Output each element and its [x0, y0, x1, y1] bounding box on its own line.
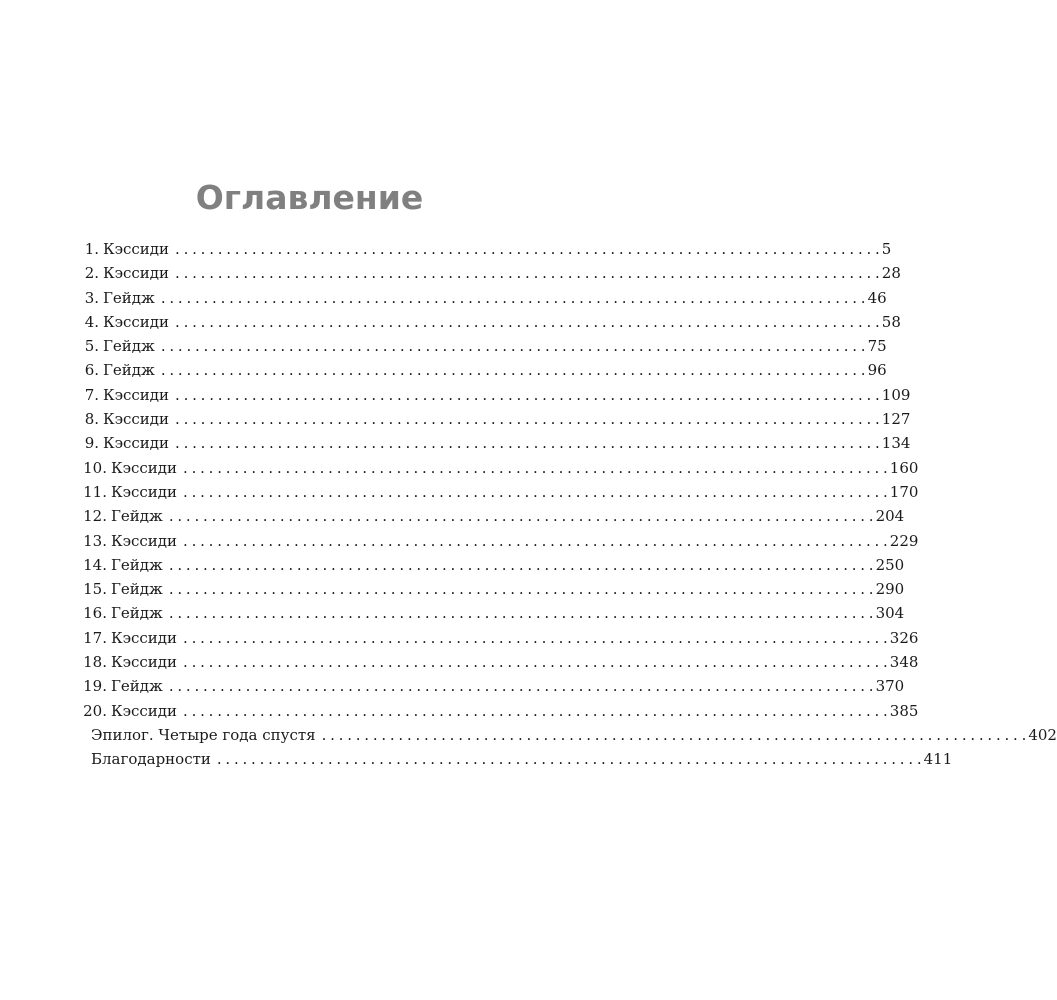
toc-entry-leader	[183, 653, 888, 671]
toc-entry-label: Кэссиди	[103, 312, 170, 331]
toc-entry-leader	[183, 532, 888, 550]
toc-entry	[83, 701, 919, 726]
toc-entry-number: 12.	[83, 507, 107, 526]
toc-entry-acknowledgements	[91, 750, 953, 774]
toc-entry-label: Кэссиди	[111, 531, 178, 550]
toc-entry-label: Благодарности	[91, 750, 211, 769]
toc-entry	[84, 312, 901, 337]
toc-entry-label: Эпилог. Четыре года спустя	[91, 725, 316, 744]
toc-title: Оглавление	[195, 178, 424, 217]
toc-entry	[84, 361, 887, 385]
toc-entry	[84, 264, 901, 288]
toc-entry-leader	[217, 750, 922, 768]
toc-entry	[83, 653, 919, 677]
toc-entry-leader	[169, 677, 874, 695]
toc-entry-page: 402	[1028, 725, 1057, 744]
toc-entry-label: Кэссиди	[111, 701, 178, 720]
toc-entry	[83, 507, 905, 531]
toc-entry-page: 370	[875, 677, 905, 696]
toc-list	[83, 240, 1057, 775]
toc-entry-page: 411	[923, 750, 953, 769]
toc-entry-leader	[183, 629, 888, 647]
toc-entry-page: 160	[889, 458, 919, 477]
toc-entry-page: 348	[889, 653, 919, 672]
toc-entry-number: 8.	[84, 410, 99, 429]
toc-entry-label: Гейдж	[111, 604, 163, 623]
toc-entry-page: 75	[867, 337, 887, 356]
toc-entry	[83, 677, 905, 701]
toc-entry-number: 3.	[84, 288, 99, 307]
toc-entry-page: 28	[881, 264, 901, 283]
toc-entry-number: 19.	[83, 677, 107, 696]
toc-entry-label: Гейдж	[103, 337, 155, 356]
toc-entry-leader	[169, 556, 874, 574]
toc-entry-number: 17.	[83, 628, 107, 647]
toc-entry-leader	[169, 604, 874, 622]
toc-entry-leader	[169, 580, 874, 598]
toc-entry-page: 385	[889, 701, 919, 720]
toc-entry-leader	[169, 507, 874, 525]
toc-entry	[84, 410, 911, 434]
toc-entry-page: 58	[881, 312, 901, 331]
toc-entry-leader	[161, 337, 866, 355]
toc-entry-page: 326	[889, 628, 919, 647]
toc-entry	[84, 288, 887, 313]
toc-entry	[83, 531, 919, 556]
toc-entry-page: 127	[881, 410, 911, 429]
toc-entry	[84, 240, 892, 264]
toc-entry-leader	[161, 289, 866, 307]
toc-entry-label: Кэссиди	[111, 482, 178, 501]
toc-entry-leader	[175, 434, 880, 452]
toc-entry	[84, 385, 911, 410]
toc-entry-number: 11.	[83, 482, 107, 501]
toc-entry-page: 5	[881, 240, 892, 258]
toc-entry-leader	[175, 410, 880, 428]
toc-entry-number: 14.	[83, 555, 107, 574]
toc-entry	[83, 555, 905, 580]
toc-entry-number: 1.	[84, 240, 99, 258]
toc-entry-page: 204	[875, 507, 905, 526]
toc-entry-number: 5.	[84, 337, 99, 356]
toc-entry-leader	[322, 726, 1027, 744]
toc-entry-label: Гейдж	[111, 580, 163, 599]
toc-entry-leader	[183, 459, 888, 477]
toc-entry	[84, 337, 887, 361]
toc-entry-label: Кэссиди	[111, 653, 178, 672]
toc-entry-page: 250	[875, 555, 905, 574]
toc-entry	[83, 628, 919, 653]
toc-entry-leader	[161, 361, 866, 379]
toc-entry-leader	[183, 483, 888, 501]
toc-entry	[83, 604, 905, 628]
toc-entry-label: Кэссиди	[103, 434, 170, 453]
toc-entry-leader	[183, 702, 888, 720]
toc-entry-page: 290	[875, 580, 905, 599]
toc-entry-number: 2.	[84, 264, 99, 283]
toc-entry-epilogue	[91, 725, 1057, 750]
toc-entry-number: 7.	[84, 385, 99, 404]
toc-entry-leader	[175, 386, 880, 404]
toc-entry-page: 96	[867, 361, 887, 380]
toc-entry	[84, 434, 911, 458]
toc-entry-label: Кэссиди	[103, 240, 170, 258]
toc-entry-label: Гейдж	[103, 361, 155, 380]
toc-entry	[83, 482, 919, 507]
toc-entry-label: Гейдж	[111, 555, 163, 574]
toc-entry-label: Кэссиди	[111, 458, 178, 477]
toc-entry-number: 16.	[83, 604, 107, 623]
toc-entry-label: Гейдж	[103, 288, 155, 307]
toc-entry	[83, 580, 905, 604]
toc-entry-number: 13.	[83, 531, 107, 550]
toc-entry-page: 304	[875, 604, 905, 623]
toc-entry-label: Кэссиди	[103, 385, 170, 404]
toc-entry-page: 134	[881, 434, 911, 453]
toc-entry-label: Кэссиди	[111, 628, 178, 647]
toc-entry-number: 10.	[83, 458, 107, 477]
toc-entry-number: 20.	[83, 701, 107, 720]
toc-entry-leader	[175, 240, 880, 258]
toc-entry-page: 229	[889, 531, 919, 550]
toc-entry-label: Гейдж	[111, 507, 163, 526]
toc-entry-label: Кэссиди	[103, 264, 170, 283]
toc-entry-page: 46	[867, 288, 887, 307]
toc-entry-label: Кэссиди	[103, 410, 170, 429]
toc-entry-number: 6.	[84, 361, 99, 380]
toc-entry-number: 4.	[84, 312, 99, 331]
toc-entry-number: 18.	[83, 653, 107, 672]
toc-entry-page: 109	[881, 385, 911, 404]
toc-entry-label: Гейдж	[111, 677, 163, 696]
toc-entry	[83, 458, 919, 483]
toc-entry-leader	[175, 313, 880, 331]
toc-entry-number: 9.	[84, 434, 99, 453]
toc-entry-leader	[175, 264, 880, 282]
toc-entry-number: 15.	[83, 580, 107, 599]
toc-entry-page: 170	[889, 482, 919, 501]
